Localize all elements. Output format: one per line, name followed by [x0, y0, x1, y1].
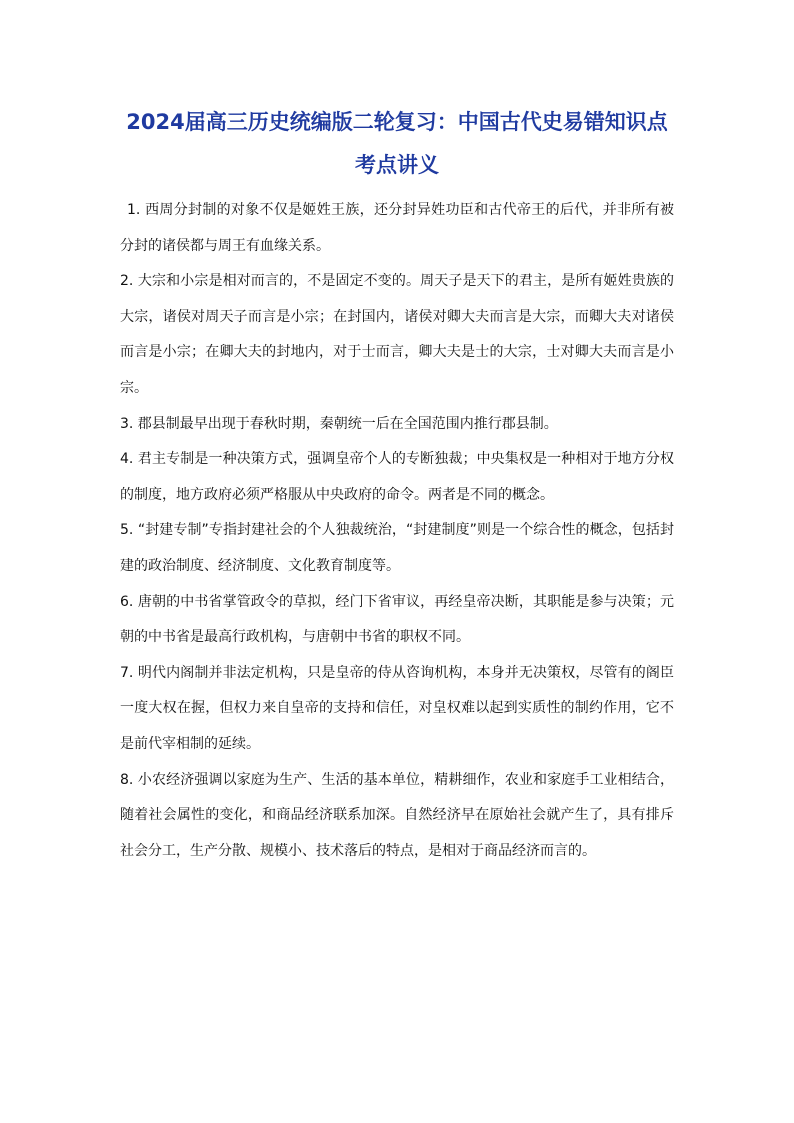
- paragraph-7: 7. 明代内阁制并非法定机构，只是皇帝的侍从咨询机构，本身并无决策权，尽管有的阁臣一度大权在握，但权力来自皇帝的支持和信任，对皇权难以起到实质性的制约作用，它不是前代宰相制的延续。: [120, 664, 674, 752]
- document-body: [120, 193, 674, 869]
- paragraph-5: 5. “封建专制”专指封建社会的个人独裁统治，“封建制度”则是一个综合性的概念，包括封建的政治制度、经济制度、文化教育制度等。: [120, 522, 674, 574]
- paragraph-4: 4. 君主专制是一种决策方式，强调皇帝个人的专断独裁；中央集权是一种相对于地方分权的制度，地方政府必须严格服从中央政府的命令。两者是不同的概念。: [120, 451, 674, 503]
- paragraph-1: 1. 西周分封制的对象不仅是姬姓王族，还分封异姓功臣和古代帝王的后代，并非所有被分封的诸侯都与周王有血缘关系。: [120, 202, 674, 254]
- paragraph-8: 8. 小农经济强调以家庭为生产、生活的基本单位，精耕细作，农业和家庭手工业相结合，随着社会属性的变化，和商品经济联系加深。自然经济早在原始社会就产生了，具有排斥社会分工，生产分散、规模小、技术落后的特点，是相对于商品经济而言的。: [120, 771, 674, 859]
- document-title: 2024届高三历史统编版二轮复习：中国古代史易错知识点考点讲义: [126, 110, 668, 177]
- paragraph-3: 3. 郡县制最早出现于春秋时期，秦朝统一后在全国范围内推行郡县制。: [120, 415, 558, 432]
- paragraph-6: 6. 唐朝的中书省掌管政令的草拟，经门下省审议，再经皇帝决断，其职能是参与决策；元朝的中书省是最高行政机构，与唐朝中书省的职权不同。: [120, 593, 674, 646]
- paragraph-2: 2. 大宗和小宗是相对而言的，不是固定不变的。周天子是天下的君主，是所有姬姓贵族的大宗，诸侯对周天子而言是小宗；在封国内，诸侯对卿大夫而言是大宗，而卿大夫对诸侯而言是小宗；在卿大夫的封地内，对于士而言，卿大夫是士的大宗，士对卿大夫而言是小宗。: [120, 273, 674, 396]
